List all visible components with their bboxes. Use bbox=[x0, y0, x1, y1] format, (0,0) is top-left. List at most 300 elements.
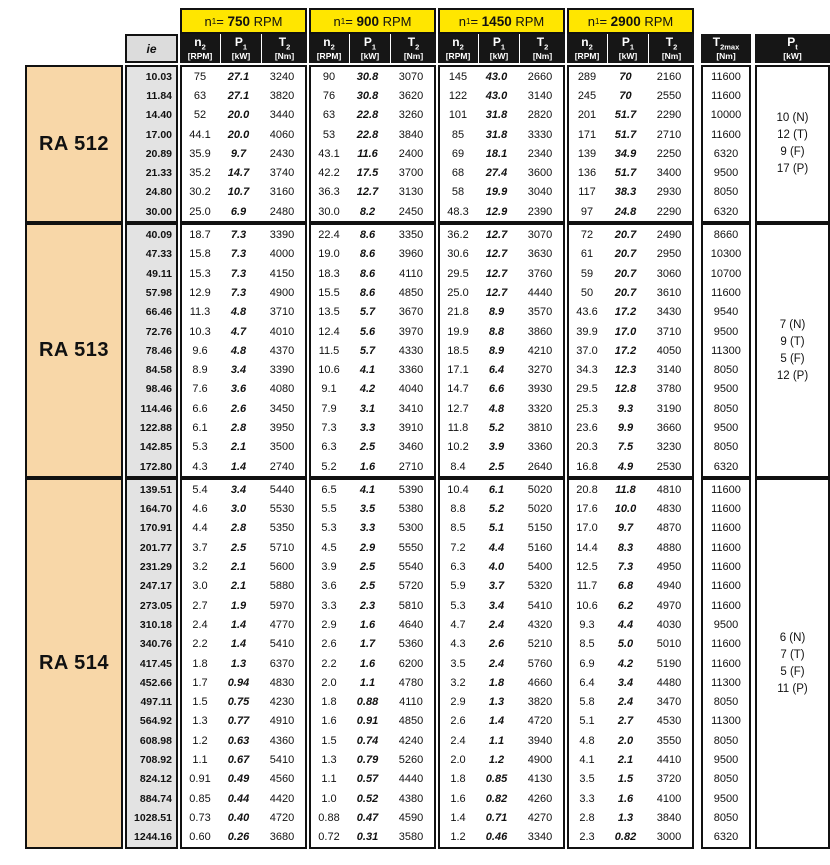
n2-cell: 0.73 bbox=[189, 811, 211, 824]
n2-cell: 5.9 bbox=[450, 580, 466, 593]
n2-cell: 39.9 bbox=[576, 325, 598, 338]
table-row bbox=[182, 770, 305, 789]
p1-cell: 20.7 bbox=[614, 248, 637, 261]
t2-cell: 4560 bbox=[269, 773, 295, 786]
n2-cell: 12.7 bbox=[447, 402, 469, 415]
table-row bbox=[182, 341, 305, 360]
t2max-cell: 11600 bbox=[711, 128, 741, 141]
table-row bbox=[311, 341, 434, 360]
t2max-cell: 8050 bbox=[713, 696, 739, 709]
p1-cell: 7.3 bbox=[617, 561, 634, 574]
n2-cell: 5.8 bbox=[579, 696, 595, 709]
table-row bbox=[182, 125, 305, 144]
table-row bbox=[440, 264, 563, 283]
p1-cell: 3.4 bbox=[488, 599, 505, 612]
t2-cell: 3500 bbox=[269, 441, 295, 454]
t2max-cell: 8660 bbox=[713, 229, 739, 242]
table-row bbox=[182, 418, 305, 437]
table-row bbox=[182, 225, 305, 244]
pt-header-unit: [kW] bbox=[783, 50, 802, 61]
ie-cell: 310.18 bbox=[139, 618, 172, 631]
ie-cell: 66.46 bbox=[145, 306, 172, 319]
n2-cell: 85 bbox=[451, 128, 465, 141]
n2-column-header bbox=[180, 34, 220, 63]
t2-cell: 3940 bbox=[527, 734, 553, 747]
t2-cell: 3950 bbox=[269, 421, 295, 434]
n2-cell: 4.4 bbox=[192, 522, 208, 535]
t2-cell: 2290 bbox=[656, 109, 682, 122]
table-row bbox=[182, 828, 305, 847]
n2-cell: 2.0 bbox=[321, 676, 337, 689]
header-symbol: $P_1$ bbox=[234, 35, 248, 52]
t2-cell: 3260 bbox=[398, 109, 424, 122]
n2-cell: 1.2 bbox=[450, 831, 466, 844]
t2-cell: 2450 bbox=[398, 205, 424, 218]
header-unit: [Nm] bbox=[532, 50, 553, 61]
p1-cell: 51.7 bbox=[614, 167, 637, 180]
n2-cell: 36.2 bbox=[447, 229, 469, 242]
n2-column-header bbox=[567, 34, 607, 63]
p1-cell: 9.9 bbox=[617, 421, 634, 434]
header-symbol: $n_2$ bbox=[194, 35, 206, 52]
n2-cell: 3.3 bbox=[579, 792, 595, 805]
table-row bbox=[440, 225, 563, 244]
table-row bbox=[569, 202, 692, 221]
n2-cell: 5.5 bbox=[321, 503, 337, 516]
pt-line: 7 (N) bbox=[779, 318, 806, 331]
table-row bbox=[569, 519, 692, 538]
n2-cell: 17.0 bbox=[576, 522, 598, 535]
n2-cell: 15.8 bbox=[189, 248, 211, 261]
p1-cell: 5.7 bbox=[359, 306, 376, 319]
n2-cell: 0.60 bbox=[189, 831, 211, 844]
t2max-cell: 8050 bbox=[713, 773, 739, 786]
section-label: RA 513 bbox=[25, 223, 123, 478]
p1-cell: 38.3 bbox=[614, 186, 637, 199]
t2-cell: 4110 bbox=[399, 696, 423, 709]
table-row bbox=[569, 770, 692, 789]
ie-cell: 1244.16 bbox=[134, 831, 172, 844]
table-row bbox=[440, 360, 563, 379]
table-row bbox=[440, 750, 563, 769]
n2-cell: 1.0 bbox=[321, 792, 337, 805]
p1-cell: 1.8 bbox=[488, 676, 505, 689]
p1-cell: 9.3 bbox=[617, 402, 634, 415]
t2-cell: 3190 bbox=[656, 402, 682, 415]
p1-cell: 0.26 bbox=[227, 831, 250, 844]
ie-cell: 170.91 bbox=[139, 522, 172, 535]
table-row bbox=[440, 341, 563, 360]
table-row bbox=[182, 557, 305, 576]
t2-cell: 3710 bbox=[656, 325, 682, 338]
t2-cell: 3160 bbox=[269, 186, 295, 199]
p1-cell: 6.2 bbox=[617, 599, 634, 612]
n2-cell: 76 bbox=[322, 89, 336, 102]
t2-cell: 4780 bbox=[398, 676, 424, 689]
header-unit: [kW] bbox=[360, 50, 380, 61]
n2-cell: 12.4 bbox=[318, 325, 340, 338]
n2-cell: 20.3 bbox=[576, 441, 598, 454]
table-row bbox=[311, 750, 434, 769]
n2-cell: 13.5 bbox=[318, 306, 340, 319]
p1-cell: 51.7 bbox=[614, 128, 637, 141]
table-row bbox=[182, 538, 305, 557]
n2-cell: 1.8 bbox=[192, 657, 208, 670]
pt-line: 9 (F) bbox=[780, 146, 805, 159]
t2-cell: 2740 bbox=[269, 460, 295, 473]
t2max-column bbox=[701, 478, 751, 849]
t2-cell: 3320 bbox=[527, 402, 553, 415]
n1-symbol: n bbox=[458, 13, 466, 29]
p1-cell: 1.5 bbox=[617, 773, 634, 786]
table-row bbox=[182, 106, 305, 125]
pt-line: 12 (P) bbox=[776, 369, 809, 382]
n2-cell: 4.6 bbox=[192, 503, 208, 516]
n2-cell: 6.6 bbox=[192, 402, 208, 415]
p1-cell: 4.2 bbox=[617, 657, 634, 670]
pt-line: 11 (P) bbox=[777, 682, 808, 695]
t2-cell: 6200 bbox=[398, 657, 424, 670]
t2-cell: 2660 bbox=[527, 70, 553, 83]
t2max-cell: 11600 bbox=[711, 70, 741, 83]
n2-cell: 2.9 bbox=[321, 618, 337, 631]
p1-cell: 0.40 bbox=[227, 811, 250, 824]
table-row bbox=[440, 399, 563, 418]
n2-cell: 18.7 bbox=[189, 229, 211, 242]
header-unit: [RPM] bbox=[445, 50, 471, 61]
n2-cell: 2.6 bbox=[321, 638, 337, 651]
n2-cell: 23.6 bbox=[576, 421, 598, 434]
header-unit: [RPM] bbox=[574, 50, 600, 61]
table-row bbox=[182, 163, 305, 182]
n2-cell: 19.0 bbox=[318, 248, 340, 261]
t2-cell: 5350 bbox=[269, 522, 295, 535]
p1-cell: 10.7 bbox=[227, 186, 250, 199]
ie-column bbox=[125, 478, 178, 849]
n2-cell: 72 bbox=[580, 229, 594, 242]
p1-cell: 1.9 bbox=[230, 599, 247, 612]
ie-cell: 47.33 bbox=[145, 248, 172, 261]
header-unit: [kW] bbox=[489, 50, 509, 61]
n2-cell: 75 bbox=[193, 70, 207, 83]
p1-cell: 22.8 bbox=[356, 109, 379, 122]
n2-cell: 122 bbox=[448, 89, 468, 102]
ie-cell: 49.11 bbox=[146, 267, 172, 280]
pt-line: 5 (F) bbox=[780, 352, 805, 365]
t2-cell: 4240 bbox=[398, 734, 424, 747]
ie-cell: 84.58 bbox=[145, 364, 172, 377]
t2-cell: 3070 bbox=[398, 70, 424, 83]
section-label: RA 512 bbox=[25, 65, 123, 223]
p1-cell: 4.7 bbox=[230, 325, 247, 338]
t2-cell: 3410 bbox=[398, 402, 424, 415]
p1-cell: 1.4 bbox=[230, 618, 247, 631]
n2-cell: 7.2 bbox=[450, 541, 466, 554]
n2-cell: 16.8 bbox=[576, 460, 598, 473]
t2max-column-header bbox=[701, 34, 751, 63]
p1-cell: 2.4 bbox=[488, 657, 505, 670]
table-row bbox=[440, 86, 563, 105]
t2-cell: 4480 bbox=[656, 676, 682, 689]
p1-cell: 2.1 bbox=[230, 580, 247, 593]
t2-cell: 4590 bbox=[398, 811, 424, 824]
table-row bbox=[311, 615, 434, 634]
n1-subscript: 1 bbox=[466, 16, 471, 26]
p1-cell: 8.3 bbox=[617, 541, 634, 554]
t2-cell: 4210 bbox=[527, 344, 553, 357]
t2-cell: 3470 bbox=[656, 696, 682, 709]
n2-cell: 69 bbox=[451, 147, 465, 160]
t2-cell: 3550 bbox=[656, 734, 682, 747]
ie-cell: 114.46 bbox=[140, 402, 172, 415]
p1-cell: 30.8 bbox=[356, 70, 379, 83]
n2-cell: 8.4 bbox=[450, 460, 466, 473]
p1-cell: 8.9 bbox=[488, 344, 505, 357]
n2-cell: 21.8 bbox=[447, 306, 469, 319]
t2-cell: 3330 bbox=[527, 128, 553, 141]
n1-subscript: 1 bbox=[340, 16, 346, 26]
p1-cell: 0.67 bbox=[227, 754, 250, 767]
p1-cell: 9.7 bbox=[230, 147, 247, 160]
p1-cell: 11.6 bbox=[357, 147, 378, 160]
p1-cell: 8.6 bbox=[359, 229, 376, 242]
table-row bbox=[311, 577, 434, 596]
n2-cell: 3.5 bbox=[579, 773, 595, 786]
p1-column-header bbox=[608, 34, 648, 63]
t2-cell: 4900 bbox=[527, 754, 553, 767]
n2-cell: 20.8 bbox=[576, 483, 598, 496]
ie-cell: 98.46 bbox=[145, 383, 172, 396]
n2-cell: 5.1 bbox=[579, 715, 595, 728]
pt-header-symbol: $P_t$ bbox=[787, 35, 798, 52]
p1-cell: 3.6 bbox=[230, 383, 247, 396]
table-row bbox=[311, 418, 434, 437]
table-row bbox=[311, 360, 434, 379]
n2-cell: 3.3 bbox=[321, 599, 337, 612]
ie-cell: 21.33 bbox=[145, 167, 172, 180]
p1-cell: 2.5 bbox=[230, 541, 247, 554]
p1-cell: 8.9 bbox=[488, 306, 505, 319]
table-row bbox=[440, 283, 563, 302]
n2-cell: 68 bbox=[451, 167, 465, 180]
t2-cell: 5320 bbox=[527, 580, 553, 593]
t2-cell: 4660 bbox=[527, 676, 553, 689]
n2-cell: 1.7 bbox=[192, 676, 208, 689]
n2-cell: 10.3 bbox=[189, 325, 211, 338]
t2-cell: 2250 bbox=[656, 147, 682, 160]
header-symbol: $P_1$ bbox=[492, 35, 506, 52]
ie-cell: 30.00 bbox=[145, 205, 172, 218]
n2-cell: 11.7 bbox=[576, 580, 598, 593]
ie-column bbox=[125, 223, 178, 478]
t2-cell: 4110 bbox=[399, 267, 423, 280]
ie-cell: 142.85 bbox=[139, 441, 172, 454]
t2-cell: 4940 bbox=[656, 580, 682, 593]
n2-cell: 97 bbox=[580, 205, 594, 218]
table-row bbox=[182, 615, 305, 634]
p1-cell: 12.3 bbox=[614, 364, 637, 377]
table-row bbox=[311, 106, 434, 125]
t2-cell: 4260 bbox=[527, 792, 553, 805]
t2-cell: 5390 bbox=[398, 483, 424, 496]
t2-cell: 5380 bbox=[398, 503, 424, 516]
t2-cell: 5210 bbox=[527, 638, 553, 651]
p1-cell: 0.82 bbox=[485, 792, 508, 805]
table-row bbox=[440, 789, 563, 808]
n1-symbol: n bbox=[204, 13, 212, 29]
ie-cell: 231.29 bbox=[139, 561, 172, 574]
n2-cell: 10.6 bbox=[318, 364, 340, 377]
t2max-cell: 9500 bbox=[713, 325, 739, 338]
n2-cell: 1.5 bbox=[192, 696, 208, 709]
speed-header-cell bbox=[180, 8, 307, 34]
table-row bbox=[569, 380, 692, 399]
p1-cell: 0.63 bbox=[227, 734, 250, 747]
t2-cell: 3820 bbox=[527, 696, 553, 709]
t2-cell: 5710 bbox=[269, 541, 295, 554]
table-row bbox=[182, 789, 305, 808]
p1-cell: 7.3 bbox=[230, 286, 247, 299]
table-row bbox=[311, 183, 434, 202]
t2-cell: 2430 bbox=[269, 147, 295, 160]
group-header bbox=[567, 34, 694, 63]
n2-cell: 145 bbox=[448, 70, 468, 83]
table-row bbox=[569, 106, 692, 125]
t2-cell: 5410 bbox=[269, 638, 295, 651]
t2-cell: 5150 bbox=[527, 522, 553, 535]
t2-cell: 4380 bbox=[398, 792, 424, 805]
n2-cell: 7.9 bbox=[321, 402, 337, 415]
t2-cell: 5410 bbox=[527, 599, 553, 612]
table-row bbox=[311, 500, 434, 519]
n2-cell: 201 bbox=[577, 109, 597, 122]
pt-column bbox=[755, 65, 830, 223]
p1-cell: 1.7 bbox=[359, 638, 376, 651]
table-row bbox=[440, 731, 563, 750]
table-row bbox=[440, 828, 563, 847]
t2-cell: 3580 bbox=[398, 831, 424, 844]
p1-cell: 4.8 bbox=[230, 306, 247, 319]
t2-cell: 3350 bbox=[398, 229, 424, 242]
n2-cell: 6.9 bbox=[579, 657, 595, 670]
table-row bbox=[311, 596, 434, 615]
table-row bbox=[311, 303, 434, 322]
table-row bbox=[311, 245, 434, 264]
speed-group-data bbox=[438, 223, 565, 478]
table-row bbox=[311, 538, 434, 557]
t2-cell: 3390 bbox=[269, 229, 295, 242]
table-row bbox=[182, 673, 305, 692]
equals-sign: = bbox=[345, 13, 357, 29]
t2-cell: 2400 bbox=[398, 147, 424, 160]
p1-cell: 2.0 bbox=[617, 734, 634, 747]
table-row bbox=[569, 125, 692, 144]
header-symbol: $T_2$ bbox=[407, 35, 420, 52]
t2max-cell: 11300 bbox=[711, 715, 741, 728]
t2-cell: 4010 bbox=[269, 325, 295, 338]
t2-cell: 4830 bbox=[269, 676, 295, 689]
table-row bbox=[569, 86, 692, 105]
t2-cell: 5440 bbox=[269, 483, 295, 496]
n2-cell: 10.6 bbox=[576, 599, 598, 612]
p1-cell: 3.1 bbox=[359, 402, 376, 415]
header-symbol: $n_2$ bbox=[581, 35, 593, 52]
p1-cell: 9.7 bbox=[617, 522, 634, 535]
p1-cell: 4.4 bbox=[617, 618, 634, 631]
t2-cell: 2340 bbox=[527, 147, 553, 160]
table-row bbox=[569, 808, 692, 827]
table-row bbox=[311, 654, 434, 673]
n2-cell: 2.9 bbox=[450, 696, 466, 709]
ie-cell: 884.74 bbox=[139, 792, 172, 805]
t2-cell: 4880 bbox=[656, 541, 682, 554]
n2-column-header bbox=[309, 34, 349, 63]
table-row bbox=[569, 789, 692, 808]
n2-column-header bbox=[438, 34, 478, 63]
p1-column-header bbox=[350, 34, 390, 63]
table-row bbox=[182, 360, 305, 379]
table-row bbox=[311, 125, 434, 144]
t2-cell: 5020 bbox=[527, 503, 553, 516]
n2-cell: 8.9 bbox=[192, 364, 208, 377]
n2-cell: 17.1 bbox=[447, 364, 469, 377]
n2-cell: 8.5 bbox=[450, 522, 466, 535]
ie-cell: 11.84 bbox=[146, 89, 172, 102]
n2-cell: 36.3 bbox=[318, 186, 340, 199]
table-row bbox=[182, 303, 305, 322]
t2-cell: 4900 bbox=[269, 286, 295, 299]
p1-cell: 2.6 bbox=[230, 402, 247, 415]
n2-cell: 5.2 bbox=[321, 460, 337, 473]
table-row bbox=[569, 144, 692, 163]
t2-cell: 4000 bbox=[269, 248, 295, 261]
table-row bbox=[182, 322, 305, 341]
n2-cell: 2.2 bbox=[321, 657, 337, 670]
t2-cell: 4370 bbox=[269, 344, 295, 357]
p1-cell: 2.8 bbox=[230, 522, 247, 535]
n2-cell: 1.3 bbox=[192, 715, 208, 728]
t2-cell: 3960 bbox=[398, 248, 424, 261]
table-row bbox=[569, 418, 692, 437]
table-row bbox=[440, 635, 563, 654]
t2-cell: 2950 bbox=[656, 248, 682, 261]
n2-cell: 5.3 bbox=[192, 441, 208, 454]
p1-cell: 2.7 bbox=[617, 715, 634, 728]
t2-cell: 3710 bbox=[269, 306, 295, 319]
t2-cell: 4850 bbox=[398, 286, 424, 299]
n2-cell: 14.4 bbox=[576, 541, 598, 554]
n2-cell: 1.5 bbox=[321, 734, 337, 747]
t2max-cell: 10300 bbox=[710, 248, 742, 261]
table-row bbox=[569, 673, 692, 692]
n2-cell: 11.3 bbox=[189, 306, 211, 319]
t2-cell: 5160 bbox=[527, 541, 553, 554]
t2-cell: 3700 bbox=[398, 167, 424, 180]
t2-cell: 4410 bbox=[656, 754, 682, 767]
t2-cell: 4770 bbox=[269, 618, 295, 631]
n2-cell: 14.7 bbox=[447, 383, 469, 396]
p1-cell: 2.1 bbox=[617, 754, 634, 767]
t2-cell: 4720 bbox=[527, 715, 553, 728]
table-row bbox=[311, 86, 434, 105]
t2-cell: 2480 bbox=[269, 205, 295, 218]
table-row bbox=[182, 183, 305, 202]
table-row bbox=[569, 538, 692, 557]
n2-cell: 0.91 bbox=[189, 773, 211, 786]
p1-cell: 10.0 bbox=[614, 503, 637, 516]
p1-cell: 3.4 bbox=[230, 483, 247, 496]
ie-cell: 172.80 bbox=[139, 460, 172, 473]
